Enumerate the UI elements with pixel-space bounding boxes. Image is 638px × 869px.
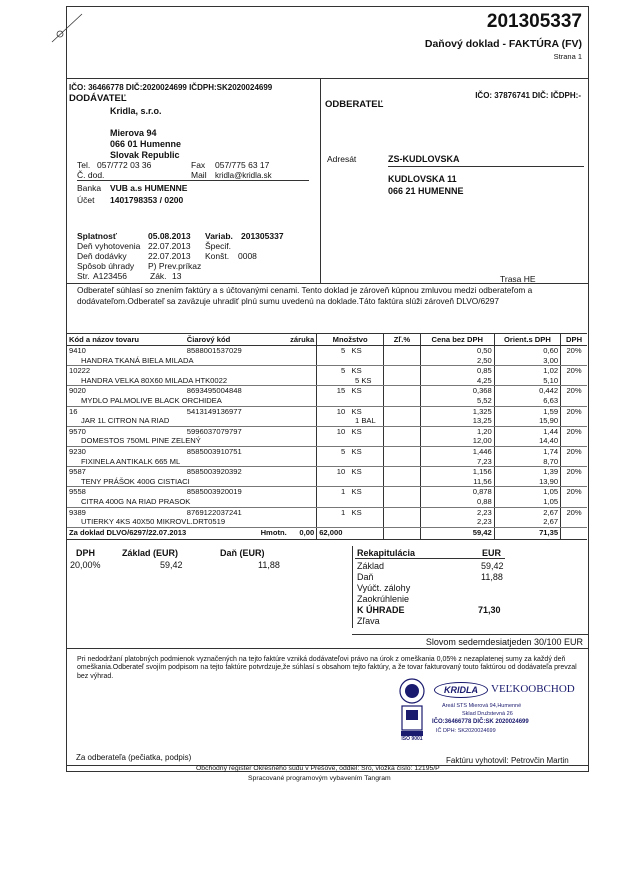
item-total-price: 7,23 bbox=[420, 457, 494, 467]
table-total-row bbox=[67, 527, 587, 539]
item-code: 9587 bbox=[69, 467, 86, 477]
item-barcode: 8585003920392 bbox=[186, 467, 242, 477]
table-header bbox=[67, 334, 587, 346]
item-unit-orient: 1,39 bbox=[494, 467, 560, 477]
item-total-orient: 1,05 bbox=[494, 497, 560, 507]
item-vat: 20% bbox=[561, 467, 587, 477]
item-qty-secondary: 1 BAL bbox=[317, 416, 384, 426]
account-value: 1401798353 / 0200 bbox=[110, 195, 184, 205]
recipient-label: Adresát bbox=[327, 154, 357, 164]
table-row-detail bbox=[67, 477, 587, 487]
item-qty-secondary bbox=[317, 436, 384, 446]
table-row bbox=[67, 507, 587, 517]
col-warranty: záruka bbox=[259, 334, 317, 346]
recap-base-label: Základ bbox=[357, 561, 385, 571]
item-barcode: 8588001537029 bbox=[186, 346, 242, 355]
item-code: 9410 bbox=[69, 346, 86, 355]
customer-underline bbox=[388, 166, 584, 167]
col-barcode: Čiarový kód bbox=[185, 334, 259, 346]
recap-tax-value: 11,88 bbox=[481, 572, 503, 582]
customer-city: 066 21 HUMENNE bbox=[388, 186, 464, 196]
item-total-orient: 13,90 bbox=[494, 477, 560, 487]
col-orient: Orient.s DPH bbox=[494, 334, 560, 346]
item-barcode: 8585003910751 bbox=[186, 446, 242, 456]
bank-value: VUB a.s HUMENNE bbox=[110, 183, 188, 193]
item-unit-orient: 1,02 bbox=[494, 366, 560, 376]
amount-in-words: Slovom sedemdesiatjeden 30/100 EUR bbox=[425, 637, 583, 647]
col-code: Kód a názov tovaru bbox=[67, 334, 185, 346]
item-qty: 5 KS bbox=[317, 346, 384, 356]
item-vat: 20% bbox=[561, 386, 587, 396]
item-name: CITRA 400G NA RIAD PRASOK bbox=[67, 497, 317, 507]
item-vat: 20% bbox=[561, 487, 587, 497]
table-row-detail bbox=[67, 436, 587, 446]
item-barcode: 8693495004848 bbox=[186, 386, 242, 396]
zak-value: 13 bbox=[172, 271, 182, 281]
col-qty: Množstvo bbox=[317, 334, 384, 346]
certification-badge bbox=[396, 678, 428, 744]
due-label: Splatnosť bbox=[77, 231, 117, 241]
vat-header: DPH bbox=[76, 548, 96, 558]
item-unit-price: 0,50 bbox=[420, 346, 494, 356]
item-name: FIXINELA ANTIKALK 665 ML bbox=[67, 457, 317, 467]
item-barcode: 5413149136977 bbox=[186, 406, 242, 416]
item-barcode bbox=[185, 366, 259, 376]
item-total-orient: 3,00 bbox=[494, 356, 560, 366]
customer-name: ZS-KUDLOVSKA bbox=[388, 154, 460, 164]
konst-value: 0008 bbox=[238, 251, 257, 261]
item-total-price: 5,52 bbox=[420, 396, 494, 406]
recap-rounding-label: Zaokrúhlenie bbox=[357, 594, 410, 604]
str-label: Str. bbox=[77, 271, 90, 281]
divider bbox=[352, 634, 588, 635]
item-qty: 5 KS bbox=[317, 366, 384, 376]
item-name: DOMESTOS 750ML PINE ZELENÝ bbox=[67, 436, 317, 446]
delivery-value: 22.07.2013 bbox=[148, 251, 191, 261]
mail-label: Mail bbox=[191, 170, 207, 180]
item-unit-orient: 1,44 bbox=[494, 426, 560, 436]
item-unit-price: 0,368 bbox=[420, 386, 494, 396]
fax-value: 057/775 63 17 bbox=[215, 160, 270, 170]
page-number: Strana 1 bbox=[553, 52, 582, 61]
item-name: MYDLO PALMOLIVE BLACK ORCHIDEA bbox=[67, 396, 317, 406]
register-note: Obchodný register Okresného súdu v Prešove, oddiel: Sro, vložka číslo: 12195/P bbox=[196, 765, 440, 772]
stamp-logo: KRIDLA bbox=[434, 682, 488, 698]
item-vat: 20% bbox=[561, 406, 587, 416]
item-qty-secondary bbox=[317, 497, 384, 507]
supplier-city: 066 01 Humenne bbox=[110, 139, 182, 149]
item-qty: 10 KS bbox=[317, 406, 384, 416]
table-row bbox=[67, 346, 587, 356]
stamp-line3: IČO:36466778 DIČ:SK 2020024699 bbox=[432, 719, 529, 725]
item-unit-orient: 1,05 bbox=[494, 487, 560, 497]
table-row-detail bbox=[67, 517, 587, 527]
stamp-line1: Areál STS Mierová 94,Humenné bbox=[442, 703, 522, 709]
items-table bbox=[67, 333, 587, 540]
var-label: Variab. bbox=[205, 231, 233, 241]
item-total-orient: 14,40 bbox=[494, 436, 560, 446]
table-row bbox=[67, 366, 587, 376]
customer-heading: ODBERATEĽ bbox=[325, 99, 384, 110]
recap-currency: EUR bbox=[482, 548, 502, 558]
delivery-label: Deň dodávky bbox=[77, 251, 127, 261]
stamp-line2: Sklad Družstevná 26 bbox=[462, 711, 513, 717]
table-row bbox=[67, 386, 587, 396]
item-name: HANDRA TKANÁ BIELA MILADA bbox=[67, 356, 317, 366]
table-row bbox=[67, 446, 587, 456]
supplier-name: Kridla, s.r.o. bbox=[110, 106, 162, 116]
due-value: 05.08.2013 bbox=[148, 231, 191, 241]
cert-label: ISO 9001 bbox=[401, 736, 423, 742]
spec-label: Špecif. bbox=[205, 241, 231, 251]
supplier-street: Mierova 94 bbox=[110, 128, 157, 138]
item-code: 9389 bbox=[69, 507, 86, 517]
recap-tax-label: Daň bbox=[357, 572, 374, 582]
item-vat: 20% bbox=[561, 507, 587, 517]
issue-label: Deň vyhotovenia bbox=[77, 241, 141, 251]
item-qty-secondary bbox=[317, 477, 384, 487]
table-row bbox=[67, 426, 587, 436]
recap-underline bbox=[355, 558, 505, 559]
recap-base-value: 59,42 bbox=[481, 561, 504, 571]
recap-title: Rekapitulácia bbox=[357, 548, 416, 558]
stamp-line4: IČ DPH: SK2020024699 bbox=[436, 728, 496, 734]
item-vat: 20% bbox=[561, 426, 587, 436]
table-row-detail bbox=[67, 457, 587, 467]
item-name: UTIERKY 4KS 40X50 MIKROVL.DRT0519 bbox=[67, 517, 317, 527]
divider bbox=[66, 648, 588, 649]
item-code: 9570 bbox=[69, 426, 86, 436]
recap-due-value: 71,30 bbox=[478, 605, 501, 615]
customer-ids: IČO: 37876741 DIČ: IČDPH:- bbox=[475, 91, 581, 100]
invoice-number: 201305337 bbox=[486, 11, 582, 32]
recap-advance-label: Vyúčt. zálohy bbox=[357, 583, 411, 593]
item-vat: 20% bbox=[561, 366, 587, 376]
tel-label: Tel. bbox=[77, 160, 91, 170]
total-orient: 71,35 bbox=[494, 527, 560, 539]
item-vat: 20% bbox=[561, 446, 587, 456]
company-stamp bbox=[396, 678, 586, 744]
zak-label: Zák. bbox=[150, 271, 167, 281]
str-value: A123456 bbox=[93, 271, 128, 281]
vat-rate: 20,00% bbox=[70, 560, 101, 570]
payment-value: P) Prev.príkaz bbox=[148, 261, 202, 271]
item-unit-orient: 1,74 bbox=[494, 446, 560, 456]
item-code: 10222 bbox=[69, 366, 91, 376]
item-total-price: 11,56 bbox=[420, 477, 494, 487]
table-row bbox=[67, 487, 587, 497]
item-barcode: 8585003920019 bbox=[186, 487, 242, 497]
konst-label: Konšt. bbox=[205, 251, 230, 261]
item-total-price: 13,25 bbox=[420, 416, 494, 426]
supplier-ids: IČO: 36466778 DIČ:2020024699 IČDPH:SK2020024699 bbox=[69, 83, 273, 92]
item-qty: 10 KS bbox=[317, 426, 384, 436]
item-total-orient: 15,90 bbox=[494, 416, 560, 426]
item-qty: 10 KS bbox=[317, 467, 384, 477]
base-header: Základ (EUR) bbox=[122, 548, 179, 558]
item-qty-secondary: 5 KS bbox=[317, 376, 384, 386]
table-row-detail bbox=[67, 376, 587, 386]
item-unit-price: 2,23 bbox=[420, 507, 494, 517]
item-qty-secondary bbox=[317, 356, 384, 366]
issue-value: 22.07.2013 bbox=[148, 241, 191, 251]
item-total-price: 4,25 bbox=[420, 376, 494, 386]
table-row-detail bbox=[67, 396, 587, 406]
recap-discount-label: Zľava bbox=[357, 616, 380, 626]
table-row-detail bbox=[67, 416, 587, 426]
divider bbox=[66, 283, 588, 284]
item-qty: 1 KS bbox=[317, 507, 384, 517]
account-label: Účet bbox=[77, 195, 95, 205]
tax-header: Daň (EUR) bbox=[220, 548, 265, 558]
item-unit-price: 1,156 bbox=[420, 467, 494, 477]
col-discount: Zľ.% bbox=[384, 334, 421, 346]
item-name: HANDRA VELKA 80X60 MILADA HTK0022 bbox=[67, 376, 317, 386]
supplier-heading: DODÁVATEĽ bbox=[69, 93, 127, 104]
item-code: 9020 bbox=[69, 386, 86, 396]
item-code: 9230 bbox=[69, 446, 86, 456]
total-price: 59,42 bbox=[420, 527, 494, 539]
agreement-text: Odberateľ súhlasí so znením faktúry a s účtovanými cenami. Tento doklad je zároveň kúpnou zmluvou medzi odberateľom a dodávateľom.Odberateľ sa zaväzuje uhradiť plnú sumu uvedenú na doklade.Táto faktúra slúži zároveň DLVO/6297 bbox=[77, 285, 533, 306]
item-unit-orient: 0,60 bbox=[494, 346, 560, 356]
item-qty-secondary bbox=[317, 457, 384, 467]
item-barcode: 5996037079797 bbox=[186, 426, 242, 436]
item-code: 16 bbox=[69, 406, 78, 416]
recap-left-border bbox=[352, 546, 353, 628]
item-total-orient: 2,67 bbox=[494, 517, 560, 527]
item-unit-price: 1,325 bbox=[420, 406, 494, 416]
item-total-price: 2,23 bbox=[420, 517, 494, 527]
item-unit-orient: 0,442 bbox=[494, 386, 560, 396]
cdod-label: Č. dod. bbox=[77, 170, 105, 180]
item-qty: 1 KS bbox=[317, 487, 384, 497]
item-name: JAR 1L CITRON NA RIAD bbox=[67, 416, 317, 426]
vat-base: 59,42 bbox=[160, 560, 183, 570]
item-total-price: 12,00 bbox=[420, 436, 494, 446]
invoice-title: Daňový doklad - FAKTÚRA (FV) bbox=[424, 38, 582, 50]
table-row bbox=[67, 406, 587, 416]
recap-due-label: K ÚHRADE bbox=[357, 605, 405, 615]
table-row bbox=[67, 467, 587, 477]
tel-value: 057/772 03 36 bbox=[97, 160, 152, 170]
item-name: TENY PRÁŠOK 400G CISTIACI bbox=[67, 477, 317, 487]
column-divider bbox=[320, 78, 321, 283]
item-total-orient: 5,10 bbox=[494, 376, 560, 386]
item-unit-price: 1,20 bbox=[420, 426, 494, 436]
supplier-country: Slovak Republic bbox=[110, 150, 180, 160]
item-vat: 20% bbox=[561, 346, 587, 356]
total-qty: 62,000 bbox=[317, 527, 384, 539]
issued-by-name: Petrovčin Martin bbox=[510, 756, 569, 765]
penalty-note: Pri nedodržaní platobných podmienok vyznačených na tejto faktúre vzniká dodávateľovi právo na úrok z omeškania 0,05% z nezaplatenej sumy za každý deň omeškania.Odberateľ svojím podpisom na tejto faktúre potvrdzuje,že súhlasí s obsahom tejto faktúry, a že tovar fakturovaný touto faktúrou od dodávateľa prevzal bez výhrad. bbox=[77, 656, 577, 680]
cdod-underline bbox=[77, 180, 309, 181]
total-label: Za doklad DLVO/6297/22.07.2013 bbox=[67, 527, 259, 539]
issued-by-label: Faktúru vyhotovil: Petrovčin Martin bbox=[446, 756, 569, 765]
fax-label: Fax bbox=[191, 160, 206, 170]
item-total-price: 2,50 bbox=[420, 356, 494, 366]
item-unit-price: 1,446 bbox=[420, 446, 494, 456]
vat-tax: 11,88 bbox=[258, 560, 280, 570]
item-total-orient: 8,70 bbox=[494, 457, 560, 467]
customer-street: KUDLOVSKA 11 bbox=[388, 174, 457, 184]
shield-icon bbox=[396, 678, 428, 744]
item-barcode: 8769122037241 bbox=[186, 507, 242, 517]
stamp-brand: VEĽKOOBCHOD bbox=[491, 683, 575, 695]
item-unit-price: 0,878 bbox=[420, 487, 494, 497]
item-total-price: 0,88 bbox=[420, 497, 494, 507]
item-unit-orient: 1,59 bbox=[494, 406, 560, 416]
route: Trasa HE bbox=[500, 274, 536, 284]
item-unit-price: 0,85 bbox=[420, 366, 494, 376]
total-weight: Hmotn. 0,00 bbox=[259, 527, 317, 539]
item-qty-secondary bbox=[317, 517, 384, 527]
item-unit-orient: 2,67 bbox=[494, 507, 560, 517]
payment-label: Spôsob úhrady bbox=[77, 261, 135, 271]
software-note: Spracované programovým vybavením Tangram bbox=[248, 775, 391, 782]
col-price: Cena bez DPH bbox=[420, 334, 494, 346]
divider bbox=[66, 78, 588, 79]
punch-mark-icon bbox=[48, 8, 88, 48]
item-qty: 15 KS bbox=[317, 386, 384, 396]
item-qty: 5 KS bbox=[317, 446, 384, 456]
var-value: 201305337 bbox=[241, 231, 284, 241]
mail-value: kridla@kridla.sk bbox=[215, 171, 272, 180]
item-qty-secondary bbox=[317, 396, 384, 406]
table-row-detail bbox=[67, 497, 587, 507]
bank-label: Banka bbox=[77, 183, 102, 193]
item-total-orient: 6,63 bbox=[494, 396, 560, 406]
item-code: 9558 bbox=[69, 487, 86, 497]
col-vat: DPH bbox=[561, 334, 587, 346]
table-row-detail bbox=[67, 356, 587, 366]
customer-signature-label: Za odberateľa (pečiatka, podpis) bbox=[76, 753, 192, 762]
